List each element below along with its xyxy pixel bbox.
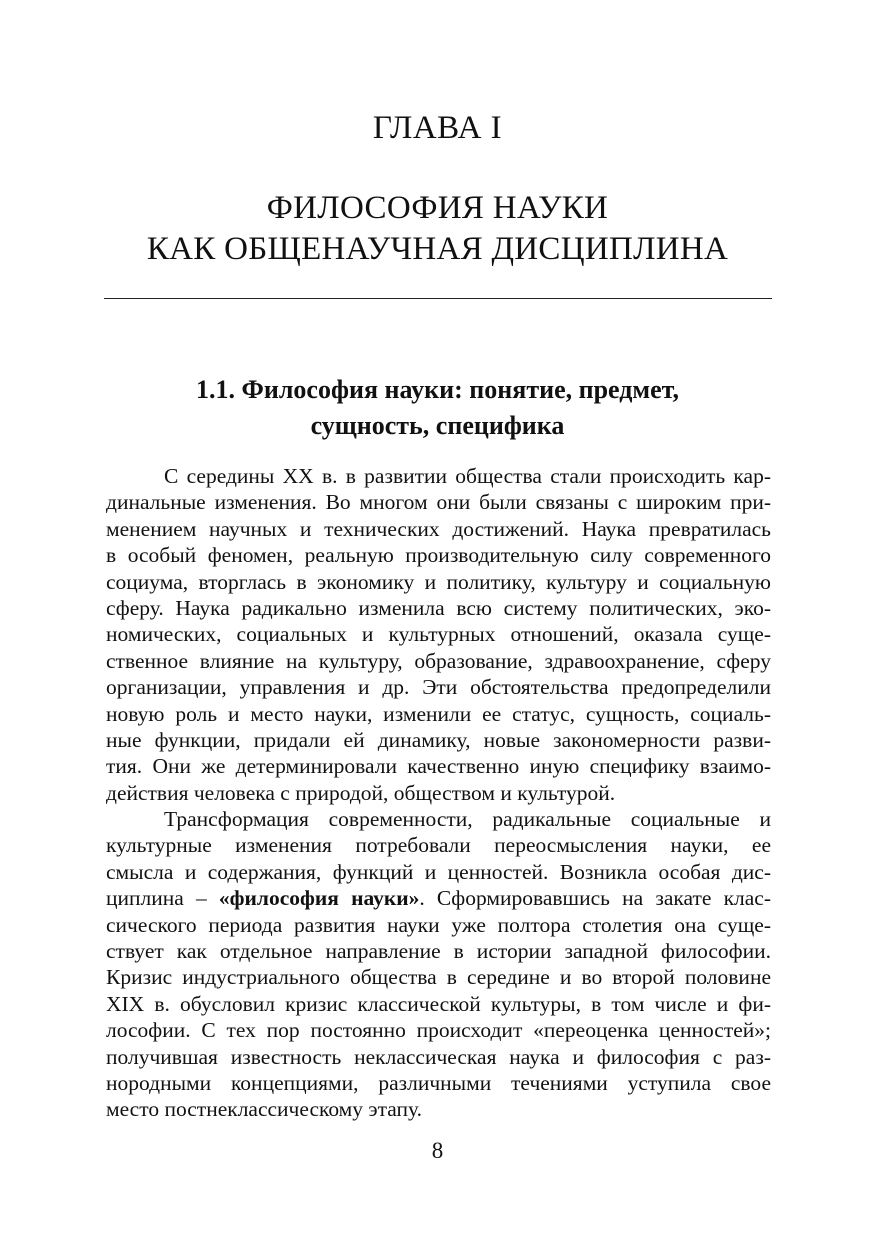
chapter-title-line-2: КАК ОБЩЕНАУЧНАЯ ДИСЦИПЛИНА [146, 231, 729, 267]
section-title [0, 372, 875, 444]
text-line: Трансформация современности, радикальные социальные и [164, 807, 771, 832]
text-line: культурные изменения потребовали переосмысления науки, ее [106, 833, 771, 858]
text-line: менением научных и технических достижений. Наука превратилась [106, 516, 771, 541]
text-line: динальные изменения. Во многом они были связаны с широким при- [106, 490, 771, 515]
text-line: ствует как отдельное направление в истории западной философии. [106, 939, 771, 964]
text-line: номических, социальных и культурных отношений, оказала суще- [106, 622, 771, 647]
text-line: нородными концепциями, различными течениями уступила свое [106, 1070, 771, 1095]
paragraph-2 [106, 806, 771, 1123]
chapter-label: ГЛАВА I [372, 110, 503, 146]
page-number: 8 [431, 1138, 444, 1163]
text-line: ственное влияние на культуру, образование, здравоохранение, сферу [106, 648, 771, 673]
text-line: организации, управления и др. Эти обстоятельства предопределили [106, 675, 771, 700]
text-fragment: циплина – [106, 886, 219, 911]
text-line: Кризис индустриального общества в середине и во второй половине [106, 965, 771, 990]
text-line: получившая известность неклассическая наука и философия с раз- [106, 1044, 771, 1069]
text-line: С середины XX в. в развитии общества стали происходить кар- [164, 464, 771, 488]
text-line: сического периода развития науки уже полтора столетия она суще- [106, 912, 771, 937]
text-line: в особый феномен, реальную производительную силу современного [106, 543, 771, 568]
text-fragment: . Сформировавшись на закате клас- [419, 886, 771, 911]
text-line: тия. Они же детерминировали качественно иную специфику взаимо- [106, 754, 771, 779]
text-line: социума, вторглась в экономику и политику, культуру и социальную [106, 569, 771, 594]
chapter-title [0, 188, 875, 270]
text-line: XIX в. обусловил кризис классической культуры, в том числе и фи- [106, 991, 771, 1016]
chapter-title-line-1: ФИЛОСОФИЯ НАУКИ [266, 190, 609, 226]
text-line: действия человека с природой, обществом и культурой. [106, 780, 616, 805]
paragraph-1 [106, 463, 771, 806]
section-title-line-1: 1.1. Философия науки: понятие, предмет, [196, 375, 679, 404]
text-line: место постнеклассическому этапу. [106, 1097, 423, 1122]
text-line: ные функции, придали ей динамику, новые закономерности разви- [106, 727, 771, 752]
section-title-line-2: сущность, специфика [310, 411, 565, 440]
text-line: сферу. Наука радикально изменила всю систему политических, эко- [106, 595, 771, 620]
bold-term: «философия науки» [218, 886, 420, 911]
text-line [106, 885, 771, 911]
text-line: новую роль и место науки, изменили ее статус, сущность, социаль- [106, 701, 771, 726]
title-divider [104, 298, 772, 299]
text-line: смысла и содержания, функций и ценностей. Возникла особая дис- [106, 859, 771, 884]
body-text [106, 463, 771, 1123]
text-line: лософии. С тех пор постоянно происходит «переоценка ценностей»; [106, 1018, 771, 1043]
